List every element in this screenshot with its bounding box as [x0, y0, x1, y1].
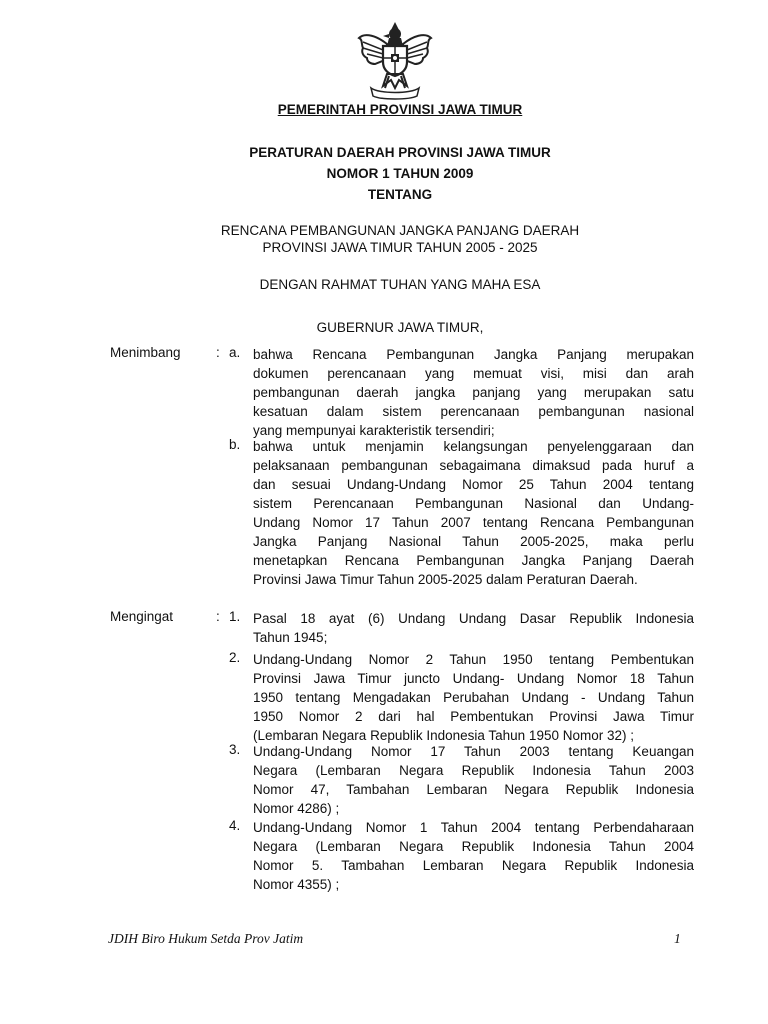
text-line: kesatuan dalam sistem perencanaan pembangunan nasional	[253, 404, 694, 419]
subject-line-1: RENCANA PEMBANGUNAN JANGKA PANJANG DAERAH	[220, 223, 580, 238]
garuda-emblem-icon	[355, 18, 435, 100]
mengingat-marker-3: 3.	[229, 742, 241, 757]
text-line: yang mempunyai karakteristik tersendiri;	[253, 423, 495, 438]
mengingat-item-2	[253, 650, 694, 745]
text-line: Tahun 1945;	[253, 630, 328, 645]
text-line: Pasal 18 ayat (6) Undang Undang Dasar Republik Indonesia	[253, 611, 694, 626]
text-line: Nomor 47, Tambahan Lembaran Negara Republik Indonesia	[253, 782, 694, 797]
text-line: pelaksanaan pembangunan sebagaimana dimaksud pada huruf a	[253, 458, 694, 473]
mengingat-item-4	[253, 818, 694, 894]
about-heading: TENTANG	[367, 187, 433, 202]
text-line: Nomor 5. Tambahan Lembaran Negara Republik Indonesia	[253, 858, 694, 873]
text-line: dokumen perencanaan yang memuat visi, misi dan arah	[253, 366, 694, 381]
text-line: Negara (Lembaran Negara Republik Indonesia Tahun 2003	[253, 763, 694, 778]
text-line: Undang-Undang Nomor 1 Tahun 2004 tentang Perbendaharaan	[253, 820, 694, 835]
menimbang-marker-a: a.	[229, 345, 241, 360]
text-line: sistem Perencanaan Pembangunan Nasional dan Undang-	[253, 496, 694, 511]
text-line: Provinsi Jawa Timur Tahun 2005-2025 dalam Peraturan Daerah.	[253, 572, 638, 587]
text-line: Undang-Undang Nomor 17 Tahun 2003 tentang Keuangan	[253, 744, 694, 759]
mengingat-marker-4: 4.	[229, 818, 241, 833]
text-line: Undang-Undang Nomor 2 Tahun 1950 tentang Pembentukan	[253, 652, 694, 667]
mengingat-marker-1: 1.	[229, 609, 241, 624]
text-line: (Lembaran Negara Republik Indonesia Tahun 1950 Nomor 32) ;	[253, 728, 634, 743]
text-line: 1950 Nomor 2 dari hal Pembentukan Provinsi Jawa Timur	[253, 709, 694, 724]
mengingat-marker-2: 2.	[229, 650, 241, 665]
regulation-title: PERATURAN DAERAH PROVINSI JAWA TIMUR	[249, 145, 551, 160]
government-heading: PEMERINTAH PROVINSI JAWA TIMUR	[277, 102, 523, 117]
subject-line-2: PROVINSI JAWA TIMUR TAHUN 2005 - 2025	[262, 240, 538, 255]
mengingat-item-1	[253, 609, 694, 647]
menimbang-label: Menimbang	[110, 345, 181, 360]
blessing-line: DENGAN RAHMAT TUHAN YANG MAHA ESA	[259, 277, 541, 292]
text-line: dan sesuai Undang-Undang Nomor 25 Tahun 2004 tentang	[253, 477, 694, 492]
text-line: pembangunan daerah jangka panjang yang merupakan satu	[253, 385, 694, 400]
mengingat-item-3	[253, 742, 694, 818]
menimbang-item-a	[253, 345, 694, 440]
page-number: 1	[674, 931, 681, 946]
text-line: Nomor 4286) ;	[253, 801, 340, 816]
text-line: Undang Nomor 17 Tahun 2007 tentang Rencana Pembangunan	[253, 515, 694, 530]
mengingat-colon: :	[216, 609, 220, 624]
mengingat-label: Mengingat	[110, 609, 174, 624]
footer-source: JDIH Biro Hukum Setda Prov Jatim	[108, 931, 304, 946]
text-line: 1950 tentang Mengadakan Perubahan Undang - Undang Tahun	[253, 690, 694, 705]
menimbang-marker-b: b.	[229, 437, 241, 452]
text-line: bahwa untuk menjamin kelangsungan penyelenggaraan dan	[253, 439, 694, 454]
menimbang-colon: :	[216, 345, 220, 360]
text-line: menetapkan Rencana Pembangunan Jangka Panjang Daerah	[253, 553, 694, 568]
regulation-number: NOMOR 1 TAHUN 2009	[326, 166, 474, 181]
text-line: bahwa Rencana Pembangunan Jangka Panjang merupakan	[253, 347, 694, 362]
text-line: Jangka Panjang Nasional Tahun 2005-2025, maka perlu	[253, 534, 694, 549]
text-line: Negara (Lembaran Negara Republik Indonesia Tahun 2004	[253, 839, 694, 854]
text-line: Provinsi Jawa Timur juncto Undang- Undang Nomor 18 Tahun	[253, 671, 694, 686]
text-line: Nomor 4355) ;	[253, 877, 340, 892]
governor-line: GUBERNUR JAWA TIMUR,	[316, 320, 484, 335]
menimbang-item-b	[253, 437, 694, 589]
